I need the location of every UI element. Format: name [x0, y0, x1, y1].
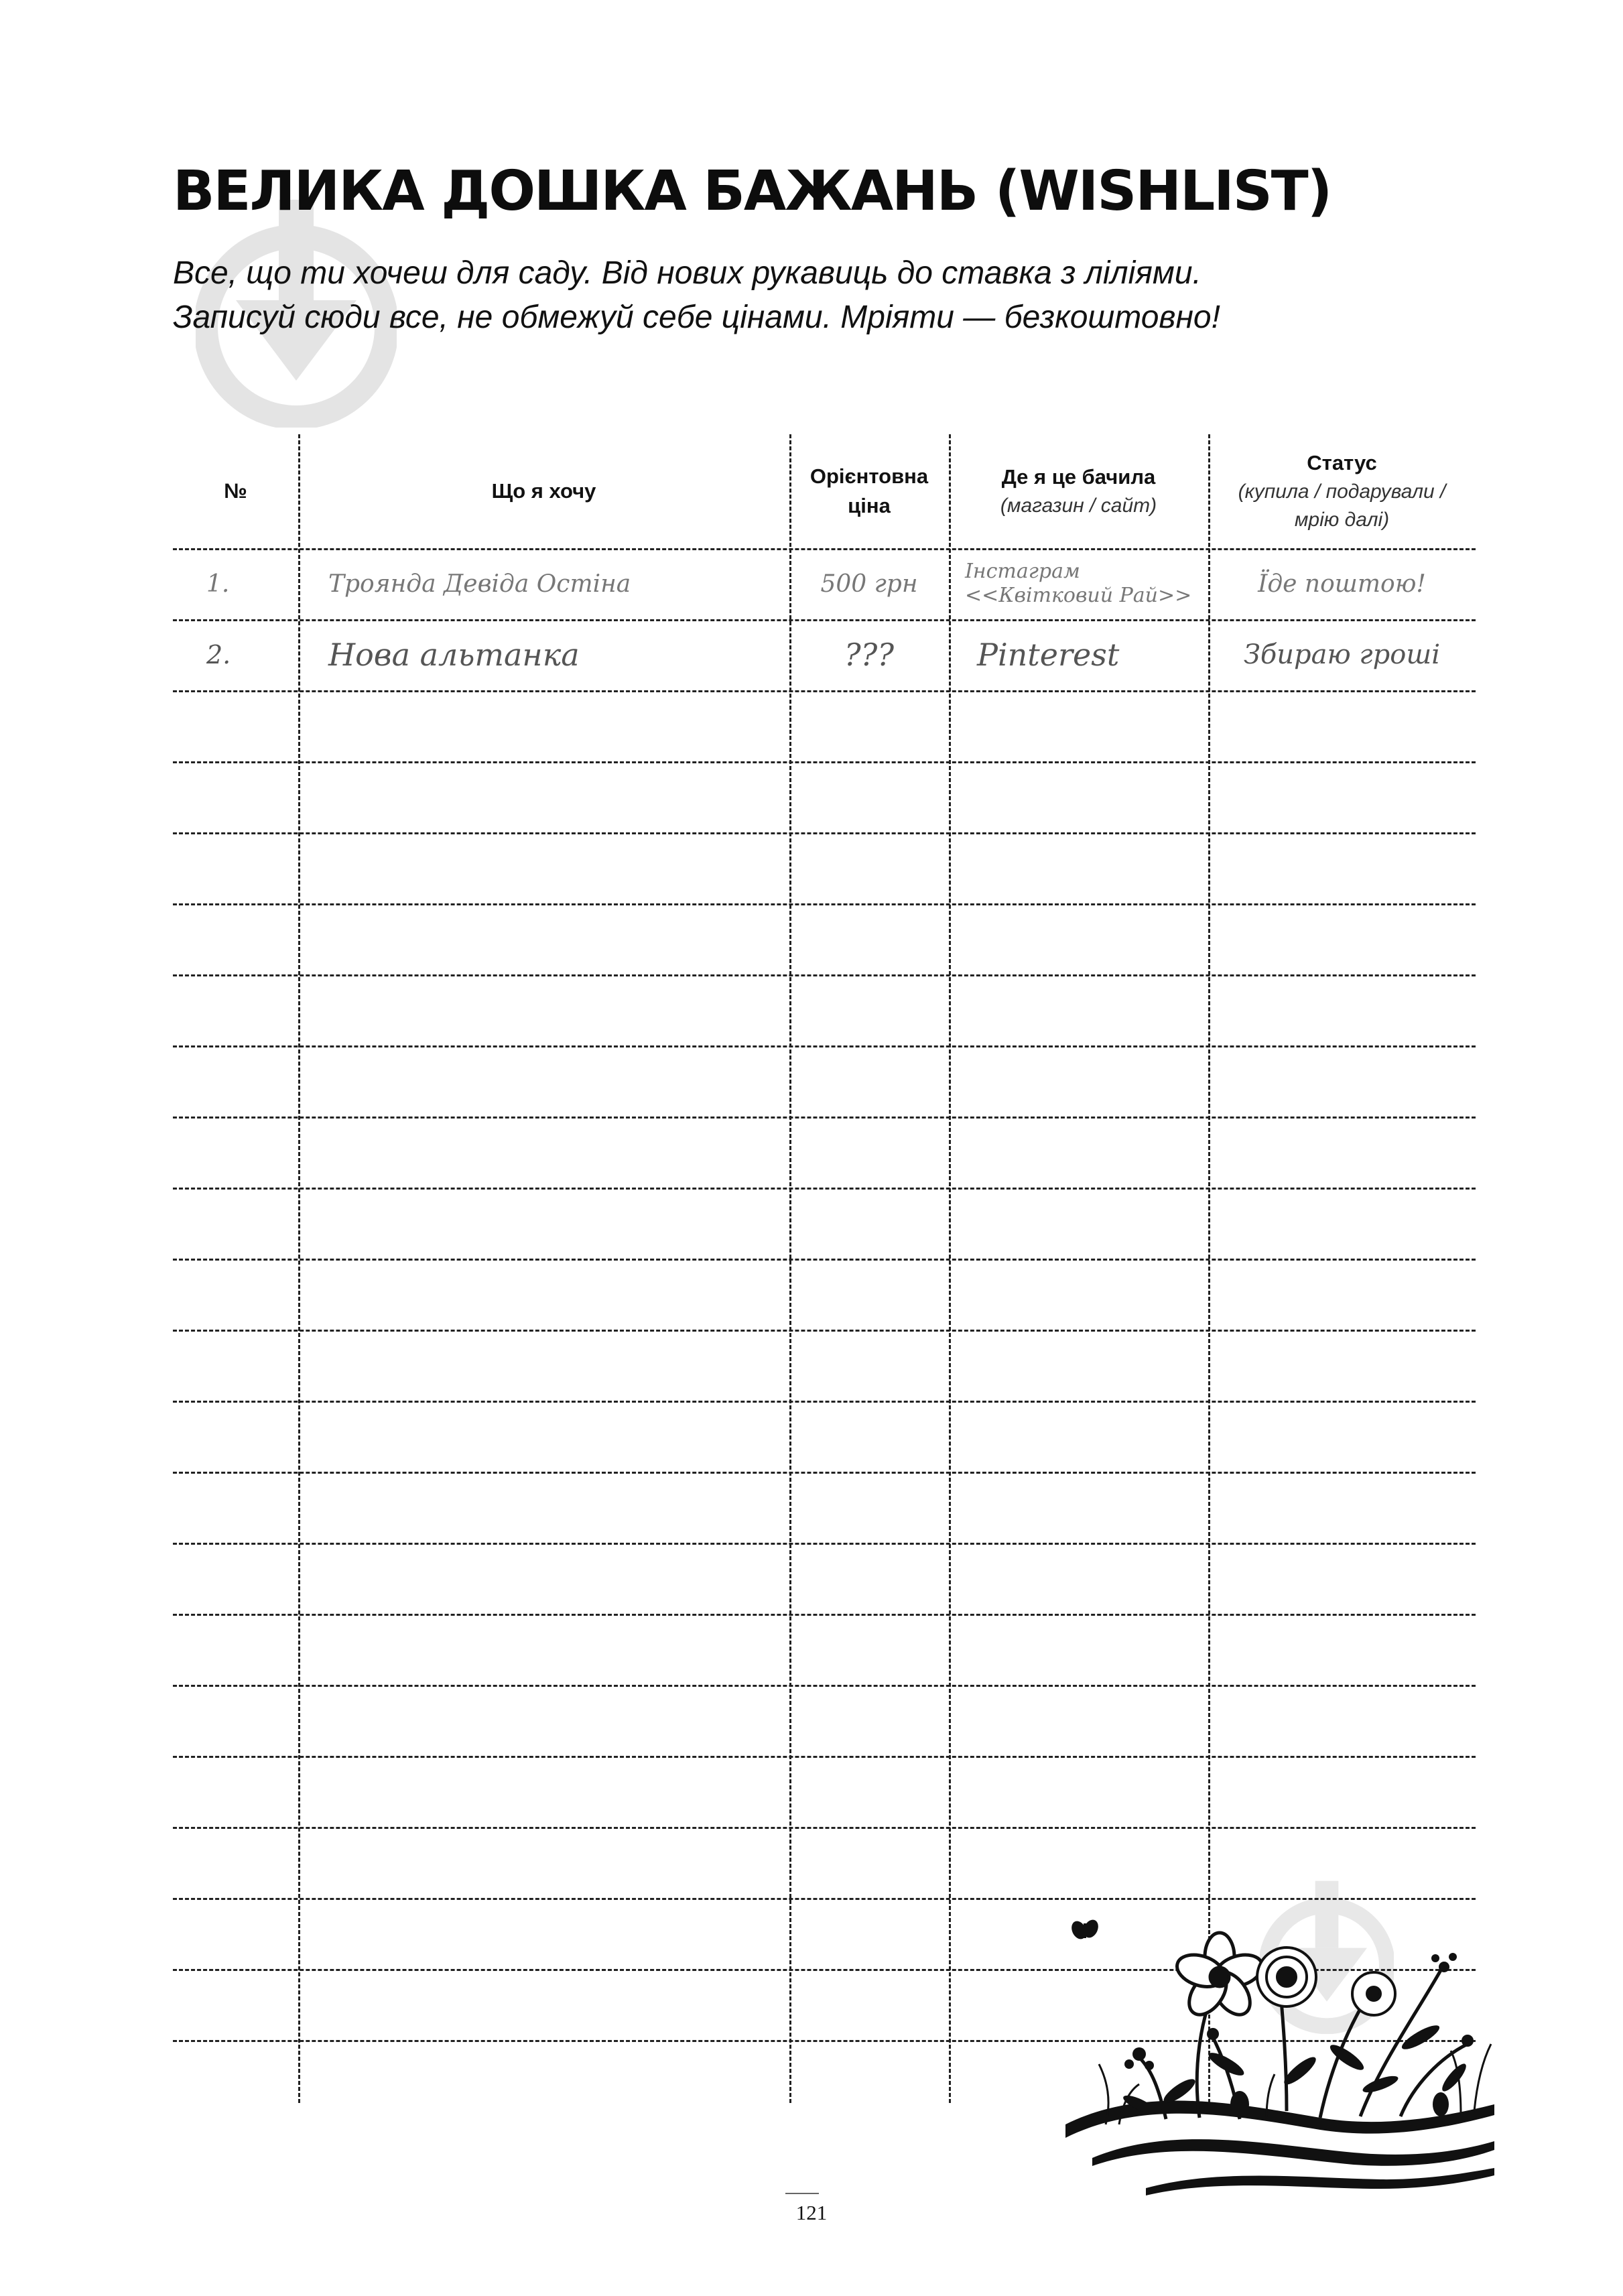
- row-divider: [173, 1330, 1476, 1332]
- header-price-label: Орієнтовна: [809, 464, 929, 488]
- row-divider: [173, 1188, 1476, 1190]
- row-divider: [173, 1756, 1476, 1758]
- header-price-label: ціна: [848, 494, 891, 517]
- row-status: Їде поштою!: [1258, 570, 1426, 598]
- row-divider: [173, 761, 1476, 763]
- row-divider: [173, 690, 1476, 692]
- row-where: [965, 548, 1206, 619]
- header-number: [173, 434, 298, 548]
- header-status-note: (купила / подарували /: [1238, 481, 1446, 503]
- row-divider: [173, 974, 1476, 976]
- row-where-line: <<Квітковий Рай>>: [965, 584, 1192, 607]
- row-divider: [173, 1827, 1476, 1829]
- row-item: Троянда Девіда Остіна: [328, 570, 631, 598]
- row-divider: [173, 1543, 1476, 1545]
- row-number: 2.: [206, 640, 231, 669]
- row-divider: [173, 832, 1476, 834]
- row-where-line: Інстаграм: [965, 560, 1080, 583]
- header-item: [298, 434, 789, 548]
- row-divider: [173, 1685, 1476, 1687]
- row-divider: [173, 1898, 1476, 1900]
- butterfly-icon: [1069, 1917, 1101, 1941]
- row-divider: [173, 1045, 1476, 1047]
- header-where: [949, 434, 1208, 548]
- row-number: 1.: [206, 570, 230, 598]
- column-divider: [298, 434, 300, 2103]
- header-item-label: Що я хочу: [491, 479, 596, 503]
- row-divider: [173, 1117, 1476, 1119]
- intro-text: [173, 251, 1486, 340]
- header-where-note: (магазин / сайт): [1000, 495, 1157, 517]
- header-status: [1208, 434, 1476, 548]
- header-price: [789, 434, 949, 548]
- row-divider: [173, 1614, 1476, 1616]
- page-title: ВЕЛИКА ДОШКА БАЖАНЬ (WISHLIST): [173, 160, 1332, 223]
- wishlist-table: [173, 434, 1476, 2103]
- row-item: Нова альтанка: [328, 637, 580, 673]
- row-divider: [173, 1259, 1476, 1261]
- intro-line: Записуй сюди все, не обмежуй себе цінами. Мріяти — безкоштовно!: [173, 300, 1220, 335]
- header-number-label: №: [224, 479, 247, 503]
- row-divider: [173, 1472, 1476, 1474]
- header-status-label: Статус: [1307, 451, 1377, 474]
- row-status: Збираю гроші: [1243, 639, 1441, 670]
- row-divider: [173, 1401, 1476, 1403]
- row-divider: [173, 903, 1476, 905]
- row-divider: [173, 548, 1476, 550]
- intro-line: Все, що ти хочеш для саду. Від нових рукавиць до ставка з ліліями.: [173, 255, 1202, 291]
- row-divider: [173, 619, 1476, 621]
- row-price: ???: [844, 637, 894, 673]
- row-where: Pinterest: [977, 637, 1120, 673]
- page-number-rule: [785, 2193, 819, 2194]
- column-divider: [949, 434, 951, 2103]
- page-number: 121: [795, 2201, 828, 2224]
- header-where-label: Де я це бачила: [1001, 465, 1156, 489]
- wildflowers-illustration: [1065, 1903, 1494, 2202]
- row-price: 500 грн: [820, 570, 918, 598]
- header-status-note: мрію далі): [1294, 509, 1390, 531]
